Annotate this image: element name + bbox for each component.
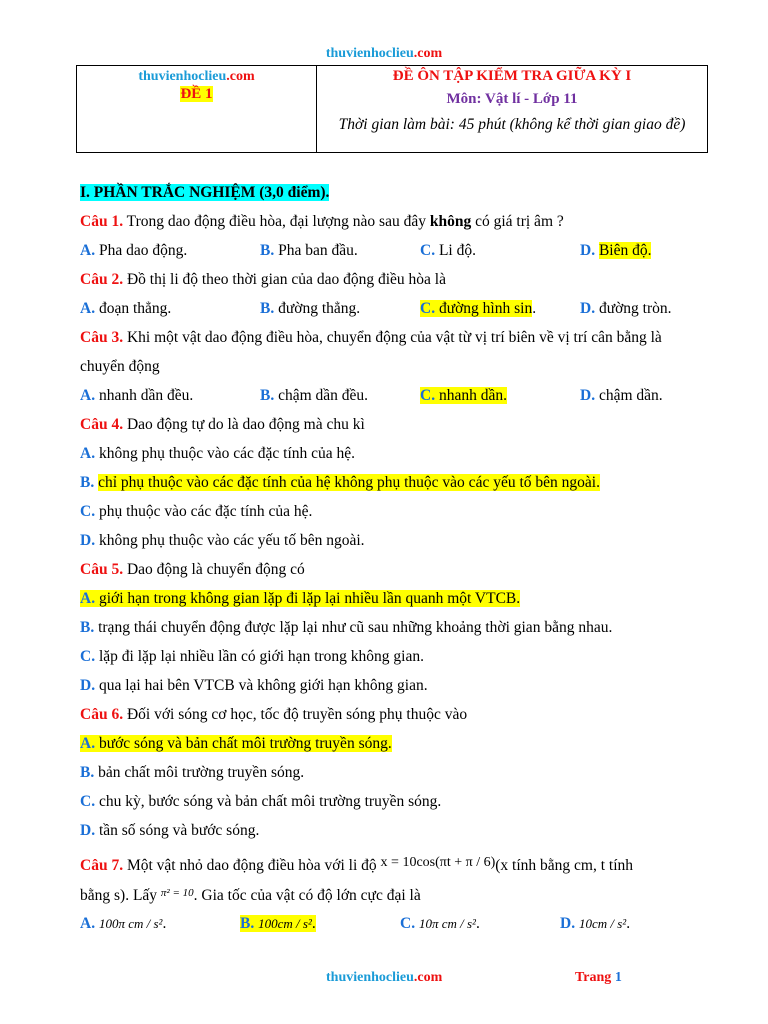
header-site: thuvienhoclieu.com [138,69,255,84]
question-2: Câu 2. Đồ thị li độ theo thời gian của dao động điều hòa là [80,271,446,288]
footer-site: thuvienhoclieu.com [326,970,443,985]
exam-content: I. PHẦN TRẮC NGHIỆM (3,0 điểm). Câu 1. Trong dao động điều hòa, đại lượng nào sau đây không có giá trị âm ? A. Pha dao động. B. Pha ban đầu. C. Li độ. D. Biên độ. Câu 2. Đồ thị li độ theo thời gian của dao động điều hòa là A. đoạn thẳng. B. đường thẳng. C. đường hình sin. D. đường tròn. Câu 3. Khi một vật dao động điều hòa, chuyển động của vật từ vị trí biên về vị trí cân bằng là chuyển động A. nhanh dần đều. B. chậm dần đều. C. nhanh dần. D. chậm dần. Câu 4. Dao động tự do là dao động mà chu kì A. không phụ thuộc vào các đặc tính của hệ. B. chỉ phụ thuộc vào các đặc tính của hệ không phụ thuộc vào các yếu tố bên ngoài. C. phụ thuộc vào các đặc tính của hệ. D. không phụ thuộc vào các yếu tố bên ngoài. Câu 5. Dao động là chuyển động có A. giới hạn trong không gian lặp đi lặp lại nhiều lần quanh một VTCB. B. trạng thái chuyển động được lặp lại như cũ sau những khoảng thời gian bằng nhau. C. lặp đi lặp lại nhiều lần có giới hạn trong không gian. D. qua lại hai bên VTCB và không giới hạn không gian. Câu 6. Đối với sóng cơ học, tốc độ truyền sóng phụ thuộc vào A. bước sóng và bản chất môi trường truyền sóng. B. bản chất môi trường truyền sóng. C. chu kỳ, bước sóng và bản chất môi trường truyền sóng. D. tần số sóng và bước sóng. Câu 7. Một vật nhỏ dao động điều hòa với li độ x = 10cos(πt + π / 6)(x tính bằng cm, t tính bằng s). Lấy $^{\pi^2 = 10}$. Gia tốc của vật có độ lớn cực đại là A. 100π cm / s². B. 100cm / s². C. 10π cm / s². D. 10cm / s². [80,178,710,938]
header-table [76,65,708,153]
answer-highlight: A. bước sóng và bản chất môi trường truyền sóng. [80,735,392,752]
question-1-options: A. Pha dao động. B. Pha ban đầu. C. Li độ. D. Biên độ. [80,242,652,259]
answer-highlight: C. đường hình sin [420,300,533,317]
question-1: Câu 1. Trong dao động điều hòa, đại lượng nào sau đây không có giá trị âm ? [80,213,564,230]
question-2-options: A. đoạn thẳng. B. đường thẳng. C. đường hình sin. D. đường tròn. [80,300,672,317]
answer-highlight: C. nhanh dần. [420,387,507,404]
site-header-link: thuvienhoclieu.com [325,46,443,61]
exam-title: ĐỀ ÔN TẬP KIỂM TRA GIỮA KỲ I [392,68,632,84]
answer-highlight: A. giới hạn trong không gian lặp đi lặp lại nhiều lần quanh một VTCB. [80,590,521,607]
answer-highlight: chỉ phụ thuộc vào các đặc tính của hệ không phụ thuộc vào các yếu tố bên ngoài. [98,474,600,491]
formula: π² = 10 [160,887,194,899]
question-7: Câu 7. Một vật nhỏ dao động điều hòa với li độ x = 10cos(πt + π / 6)(x tính bằng cm, t tính [80,855,634,874]
exam-number: ĐỀ 1 [180,86,213,102]
subject: Môn: Vật lí - Lớp 11 [446,91,578,107]
question-5: Câu 5. Dao động là chuyển động có [80,561,305,578]
answer-highlight: B. 100cm / s². [240,915,316,932]
question-4: Câu 4. Dao động tự do là dao động mà chu kì [80,416,365,433]
question-6: Câu 6. Đối với sóng cơ học, tốc độ truyền sóng phụ thuộc vào [80,706,468,723]
question-3: Câu 3. Khi một vật dao động điều hòa, chuyển động của vật từ vị trí biên về vị trí cân bằng là [80,329,662,346]
question-3-options: A. nhanh dần đều. B. chậm dần đều. C. nhanh dần. D. chậm dần. [80,387,663,404]
question-7-options: A. 100π cm / s². B. 100cm / s². C. 10π cm / s². D. 10cm / s². [80,915,631,932]
page-number: Trang 1 [575,970,622,985]
formula: x = 10cos(πt + π / 6) [380,855,496,870]
answer-highlight: Biên độ. [598,242,652,259]
time-limit: Thời gian làm bài: 45 phút (không kể thời gian giao đề) [338,116,686,133]
section-title: I. PHẦN TRẮC NGHIỆM (3,0 điểm). [80,184,330,201]
